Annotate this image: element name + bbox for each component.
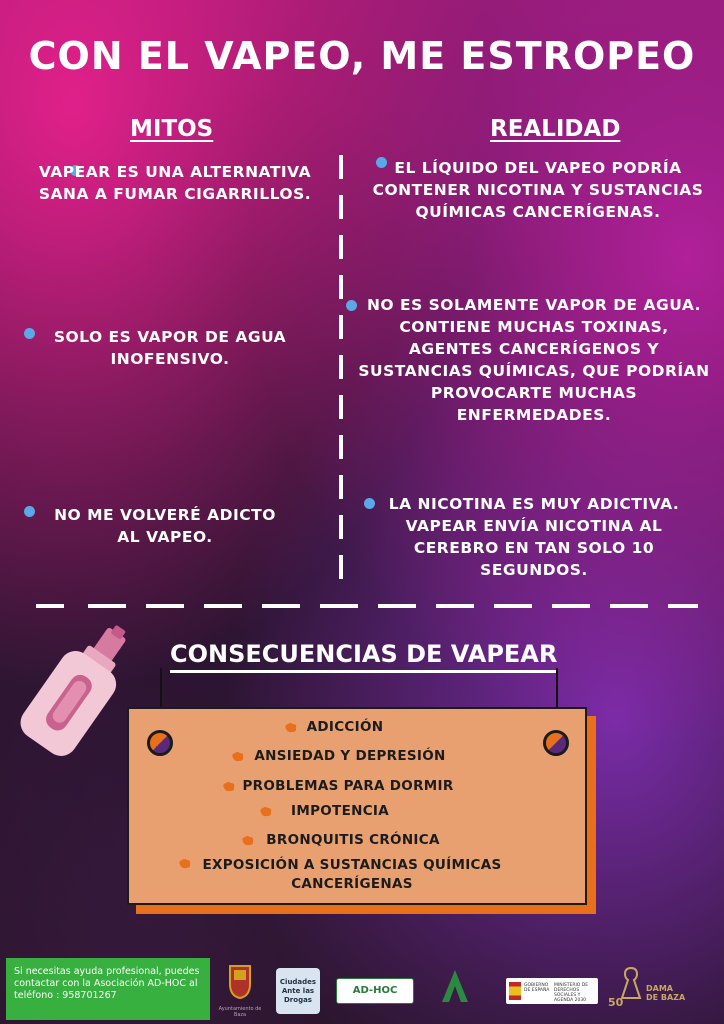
coat-of-arms-icon <box>218 962 262 1002</box>
consecuencias-heading: CONSECUENCIAS DE VAPEAR <box>170 640 557 673</box>
consecuencia-item-2: ANSIEDAD Y DEPRESIÓN <box>254 748 446 764</box>
pin-left-icon <box>147 730 173 756</box>
gobierno-logo: GOBIERNO DE ESPAÑA MINISTERIO DE DERECHOS SOCIALES Y AGENDA 2030 <box>506 978 598 1004</box>
mito-bullet-3 <box>24 506 35 517</box>
spain-flag-icon <box>509 982 521 1000</box>
smoke-icon <box>241 835 254 846</box>
pin-right-icon <box>543 730 569 756</box>
mito-bullet-2 <box>24 328 35 339</box>
realidad-item-2: NO ES SOLAMENTE VAPOR DE AGUA. CONTIENE MUCHAS TOXINAS, AGENTES CANCERÍGENOS Y SUSTANCIAS QUÍMICAS, QUE PODRÍAN PROVOCARTE MUCHAS ENFERMEDADES. <box>358 296 710 424</box>
smoke-icon <box>222 781 235 792</box>
junta-andalucia-icon <box>440 968 470 1008</box>
page-title: CON EL VAPEO, ME ESTROPEO <box>28 34 696 78</box>
ciudades-logo: Ciudades Ante las Drogas <box>276 968 320 1014</box>
mito-item-3: NO ME VOLVERÉ ADICTO AL VAPEO. <box>54 506 276 546</box>
mitos-heading: MITOS <box>130 116 214 142</box>
mito-item-2: SOLO ES VAPOR DE AGUA INOFENSIVO. <box>53 328 287 368</box>
realidad-heading: REALIDAD <box>490 116 621 142</box>
realidad-item-3: LA NICOTINA ES MUY ADICTIVA. VAPEAR ENVÍA NICOTINA AL CEREBRO EN TAN SOLO 10 SEGUNDOS. <box>388 495 680 579</box>
ayuntamiento-logo: Ayuntamiento de Baza <box>218 962 262 1020</box>
dama-figure-icon <box>618 966 644 1000</box>
realidad-bullet-3 <box>364 498 375 509</box>
dama-de-baza-logo: 50 DAMA DE BAZA <box>608 966 688 1016</box>
consecuencia-item-4: IMPOTENCIA <box>291 803 389 819</box>
smoke-icon <box>284 722 297 733</box>
adhoc-logo: AD-HOC <box>336 978 414 1004</box>
realidad-item-1: EL LÍQUIDO DEL VAPEO PODRÍA CONTENER NICOTINA Y SUSTANCIAS QUÍMICAS CANCERÍGENAS. <box>372 159 704 221</box>
smoke-icon <box>178 858 191 869</box>
smoke-icon <box>231 751 244 762</box>
consecuencia-item-1: ADICCIÓN <box>306 719 384 735</box>
mito-item-1: VAPEAR ES UNA ALTERNATIVA SANA A FUMAR CIGARRILLOS. <box>38 163 312 203</box>
consecuencia-item-3: PROBLEMAS PARA DORMIR <box>242 778 454 794</box>
consecuencia-item-6: EXPOSICIÓN A SUSTANCIAS QUÍMICAS CANCERÍGENAS <box>202 857 502 892</box>
consecuencia-item-5: BRONQUITIS CRÓNICA <box>266 832 440 848</box>
help-contact-box: Si necesitas ayuda profesional, puedes contactar con la Asociación AD-HOC al teléfono : 958701267 <box>6 958 210 1020</box>
smoke-icon <box>259 806 272 817</box>
